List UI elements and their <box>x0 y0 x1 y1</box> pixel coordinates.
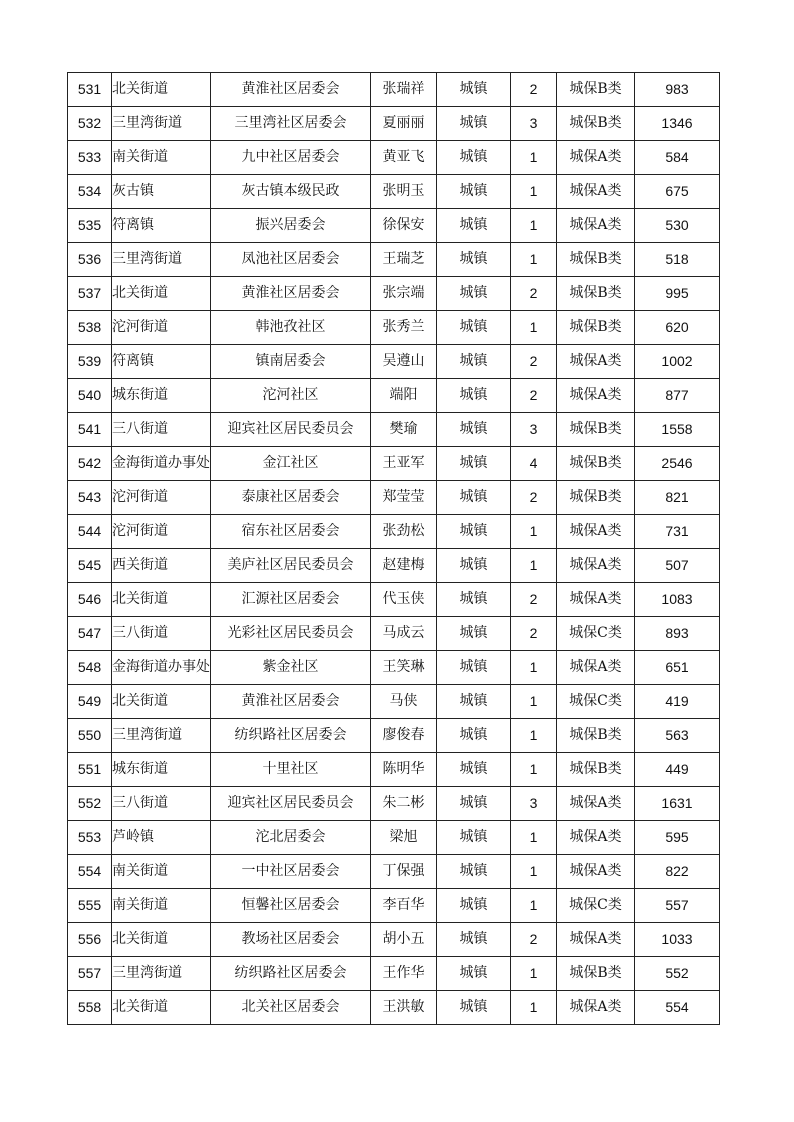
category-cell: 城保C类 <box>557 617 635 651</box>
household-count-cell: 1 <box>511 991 557 1025</box>
table-row <box>68 209 720 243</box>
area-type-cell: 城镇 <box>437 141 511 175</box>
category-cell: 城保B类 <box>557 73 635 107</box>
table-row <box>68 277 720 311</box>
row-number: 555 <box>68 889 112 923</box>
street-cell: 城东街道 <box>112 753 211 787</box>
household-count-cell: 4 <box>511 447 557 481</box>
category-cell: 城保A类 <box>557 787 635 821</box>
household-count-cell: 1 <box>511 209 557 243</box>
street-cell: 北关街道 <box>112 277 211 311</box>
household-count-cell: 2 <box>511 277 557 311</box>
street-cell: 灰古镇 <box>112 175 211 209</box>
row-number: 543 <box>68 481 112 515</box>
household-count-cell: 1 <box>511 957 557 991</box>
category-cell: 城保A类 <box>557 175 635 209</box>
category-cell: 城保C类 <box>557 889 635 923</box>
table-row <box>68 889 720 923</box>
street-cell: 三八街道 <box>112 787 211 821</box>
area-type-cell: 城镇 <box>437 447 511 481</box>
community-cell: 振兴居委会 <box>211 209 371 243</box>
household-count-cell: 1 <box>511 311 557 345</box>
household-count-cell: 3 <box>511 413 557 447</box>
category-cell: 城保A类 <box>557 651 635 685</box>
row-number: 537 <box>68 277 112 311</box>
table-row <box>68 583 720 617</box>
amount-cell: 1083 <box>635 583 720 617</box>
row-number: 546 <box>68 583 112 617</box>
category-cell: 城保B类 <box>557 413 635 447</box>
name-cell: 王作华 <box>371 957 437 991</box>
category-cell: 城保B类 <box>557 243 635 277</box>
area-type-cell: 城镇 <box>437 175 511 209</box>
household-count-cell: 1 <box>511 719 557 753</box>
street-cell: 金海街道办事处 <box>112 651 211 685</box>
row-number: 553 <box>68 821 112 855</box>
area-type-cell: 城镇 <box>437 277 511 311</box>
street-cell: 三里湾街道 <box>112 719 211 753</box>
amount-cell: 1558 <box>635 413 720 447</box>
street-cell: 沱河街道 <box>112 311 211 345</box>
community-cell: 北关社区居委会 <box>211 991 371 1025</box>
community-cell: 教场社区居委会 <box>211 923 371 957</box>
category-cell: 城保A类 <box>557 209 635 243</box>
street-cell: 北关街道 <box>112 685 211 719</box>
household-count-cell: 2 <box>511 73 557 107</box>
table-row <box>68 617 720 651</box>
street-cell: 北关街道 <box>112 923 211 957</box>
household-count-cell: 1 <box>511 753 557 787</box>
row-number: 540 <box>68 379 112 413</box>
community-cell: 凤池社区居委会 <box>211 243 371 277</box>
household-count-cell: 1 <box>511 651 557 685</box>
community-cell: 沱河社区 <box>211 379 371 413</box>
category-cell: 城保B类 <box>557 481 635 515</box>
name-cell: 王洪敏 <box>371 991 437 1025</box>
household-count-cell: 1 <box>511 821 557 855</box>
area-type-cell: 城镇 <box>437 889 511 923</box>
household-count-cell: 2 <box>511 345 557 379</box>
table-row <box>68 957 720 991</box>
table-row <box>68 719 720 753</box>
household-count-cell: 3 <box>511 107 557 141</box>
category-cell: 城保A类 <box>557 821 635 855</box>
street-cell: 北关街道 <box>112 583 211 617</box>
name-cell: 张宗端 <box>371 277 437 311</box>
community-cell: 一中社区居委会 <box>211 855 371 889</box>
category-cell: 城保B类 <box>557 277 635 311</box>
area-type-cell: 城镇 <box>437 685 511 719</box>
area-type-cell: 城镇 <box>437 583 511 617</box>
row-number: 534 <box>68 175 112 209</box>
area-type-cell: 城镇 <box>437 481 511 515</box>
name-cell: 廖俊春 <box>371 719 437 753</box>
amount-cell: 893 <box>635 617 720 651</box>
amount-cell: 2546 <box>635 447 720 481</box>
table-row <box>68 175 720 209</box>
category-cell: 城保A类 <box>557 141 635 175</box>
amount-cell: 1346 <box>635 107 720 141</box>
street-cell: 符离镇 <box>112 345 211 379</box>
name-cell: 张秀兰 <box>371 311 437 345</box>
name-cell: 王亚军 <box>371 447 437 481</box>
area-type-cell: 城镇 <box>437 311 511 345</box>
area-type-cell: 城镇 <box>437 379 511 413</box>
community-cell: 灰古镇本级民政 <box>211 175 371 209</box>
table-row <box>68 73 720 107</box>
community-cell: 黄淮社区居委会 <box>211 685 371 719</box>
household-count-cell: 2 <box>511 923 557 957</box>
row-number: 558 <box>68 991 112 1025</box>
street-cell: 符离镇 <box>112 209 211 243</box>
street-cell: 金海街道办事处 <box>112 447 211 481</box>
amount-cell: 530 <box>635 209 720 243</box>
name-cell: 王笑琳 <box>371 651 437 685</box>
row-number: 556 <box>68 923 112 957</box>
household-count-cell: 1 <box>511 685 557 719</box>
amount-cell: 821 <box>635 481 720 515</box>
row-number: 538 <box>68 311 112 345</box>
name-cell: 郑莹莹 <box>371 481 437 515</box>
row-number: 547 <box>68 617 112 651</box>
street-cell: 南关街道 <box>112 141 211 175</box>
street-cell: 三里湾街道 <box>112 107 211 141</box>
street-cell: 城东街道 <box>112 379 211 413</box>
household-count-cell: 1 <box>511 889 557 923</box>
street-cell: 三八街道 <box>112 413 211 447</box>
community-cell: 恒馨社区居委会 <box>211 889 371 923</box>
household-count-cell: 1 <box>511 515 557 549</box>
name-cell: 樊瑜 <box>371 413 437 447</box>
street-cell: 芦岭镇 <box>112 821 211 855</box>
community-cell: 韩池孜社区 <box>211 311 371 345</box>
area-type-cell: 城镇 <box>437 413 511 447</box>
community-cell: 纺织路社区居委会 <box>211 719 371 753</box>
table-row <box>68 107 720 141</box>
street-cell: 南关街道 <box>112 889 211 923</box>
table-row <box>68 855 720 889</box>
amount-cell: 563 <box>635 719 720 753</box>
name-cell: 李百华 <box>371 889 437 923</box>
category-cell: 城保B类 <box>557 957 635 991</box>
row-number: 532 <box>68 107 112 141</box>
community-cell: 三里湾社区居委会 <box>211 107 371 141</box>
area-type-cell: 城镇 <box>437 957 511 991</box>
name-cell: 张明玉 <box>371 175 437 209</box>
name-cell: 赵建梅 <box>371 549 437 583</box>
name-cell: 陈明华 <box>371 753 437 787</box>
area-type-cell: 城镇 <box>437 821 511 855</box>
name-cell: 夏丽丽 <box>371 107 437 141</box>
category-cell: 城保A类 <box>557 583 635 617</box>
amount-cell: 518 <box>635 243 720 277</box>
table-row <box>68 685 720 719</box>
category-cell: 城保A类 <box>557 515 635 549</box>
table-body <box>68 73 720 1025</box>
name-cell: 张劲松 <box>371 515 437 549</box>
community-cell: 金江社区 <box>211 447 371 481</box>
amount-cell: 731 <box>635 515 720 549</box>
area-type-cell: 城镇 <box>437 515 511 549</box>
street-cell: 三里湾街道 <box>112 243 211 277</box>
name-cell: 马侠 <box>371 685 437 719</box>
name-cell: 丁保强 <box>371 855 437 889</box>
row-number: 549 <box>68 685 112 719</box>
records-table <box>67 72 720 1025</box>
category-cell: 城保A类 <box>557 345 635 379</box>
category-cell: 城保C类 <box>557 685 635 719</box>
table-row <box>68 481 720 515</box>
row-number: 544 <box>68 515 112 549</box>
table-row <box>68 923 720 957</box>
area-type-cell: 城镇 <box>437 923 511 957</box>
table-row <box>68 413 720 447</box>
street-cell: 三八街道 <box>112 617 211 651</box>
street-cell: 北关街道 <box>112 991 211 1025</box>
table-row <box>68 991 720 1025</box>
row-number: 533 <box>68 141 112 175</box>
household-count-cell: 1 <box>511 855 557 889</box>
amount-cell: 557 <box>635 889 720 923</box>
row-number: 539 <box>68 345 112 379</box>
household-count-cell: 3 <box>511 787 557 821</box>
amount-cell: 419 <box>635 685 720 719</box>
amount-cell: 507 <box>635 549 720 583</box>
table-row <box>68 141 720 175</box>
amount-cell: 877 <box>635 379 720 413</box>
community-cell: 宿东社区居委会 <box>211 515 371 549</box>
amount-cell: 620 <box>635 311 720 345</box>
name-cell: 代玉侠 <box>371 583 437 617</box>
name-cell: 端阳 <box>371 379 437 413</box>
table-row <box>68 345 720 379</box>
row-number: 548 <box>68 651 112 685</box>
amount-cell: 554 <box>635 991 720 1025</box>
community-cell: 汇源社区居委会 <box>211 583 371 617</box>
area-type-cell: 城镇 <box>437 107 511 141</box>
row-number: 554 <box>68 855 112 889</box>
community-cell: 光彩社区居民委员会 <box>211 617 371 651</box>
row-number: 550 <box>68 719 112 753</box>
household-count-cell: 1 <box>511 243 557 277</box>
area-type-cell: 城镇 <box>437 549 511 583</box>
table-row <box>68 753 720 787</box>
household-count-cell: 2 <box>511 379 557 413</box>
area-type-cell: 城镇 <box>437 855 511 889</box>
row-number: 531 <box>68 73 112 107</box>
category-cell: 城保A类 <box>557 991 635 1025</box>
amount-cell: 1033 <box>635 923 720 957</box>
amount-cell: 1631 <box>635 787 720 821</box>
amount-cell: 651 <box>635 651 720 685</box>
name-cell: 吴遵山 <box>371 345 437 379</box>
area-type-cell: 城镇 <box>437 243 511 277</box>
category-cell: 城保A类 <box>557 923 635 957</box>
table-row <box>68 447 720 481</box>
name-cell: 张瑞祥 <box>371 73 437 107</box>
community-cell: 紫金社区 <box>211 651 371 685</box>
amount-cell: 1002 <box>635 345 720 379</box>
table-row <box>68 787 720 821</box>
name-cell: 朱二彬 <box>371 787 437 821</box>
area-type-cell: 城镇 <box>437 73 511 107</box>
area-type-cell: 城镇 <box>437 209 511 243</box>
category-cell: 城保A类 <box>557 855 635 889</box>
row-number: 557 <box>68 957 112 991</box>
street-cell: 南关街道 <box>112 855 211 889</box>
table-row <box>68 311 720 345</box>
area-type-cell: 城镇 <box>437 617 511 651</box>
area-type-cell: 城镇 <box>437 345 511 379</box>
community-cell: 迎宾社区居民委员会 <box>211 413 371 447</box>
street-cell: 三里湾街道 <box>112 957 211 991</box>
row-number: 551 <box>68 753 112 787</box>
amount-cell: 595 <box>635 821 720 855</box>
table-row <box>68 549 720 583</box>
name-cell: 徐保安 <box>371 209 437 243</box>
community-cell: 黄淮社区居委会 <box>211 73 371 107</box>
household-count-cell: 2 <box>511 481 557 515</box>
amount-cell: 449 <box>635 753 720 787</box>
community-cell: 泰康社区居委会 <box>211 481 371 515</box>
household-count-cell: 2 <box>511 617 557 651</box>
household-count-cell: 1 <box>511 549 557 583</box>
street-cell: 西关街道 <box>112 549 211 583</box>
category-cell: 城保B类 <box>557 447 635 481</box>
table-row <box>68 651 720 685</box>
category-cell: 城保A类 <box>557 549 635 583</box>
table-row <box>68 821 720 855</box>
table-row <box>68 515 720 549</box>
street-cell: 北关街道 <box>112 73 211 107</box>
community-cell: 美庐社区居民委员会 <box>211 549 371 583</box>
category-cell: 城保B类 <box>557 107 635 141</box>
name-cell: 梁旭 <box>371 821 437 855</box>
community-cell: 九中社区居委会 <box>211 141 371 175</box>
amount-cell: 983 <box>635 73 720 107</box>
street-cell: 沱河街道 <box>112 515 211 549</box>
area-type-cell: 城镇 <box>437 719 511 753</box>
name-cell: 马成云 <box>371 617 437 651</box>
row-number: 541 <box>68 413 112 447</box>
row-number: 542 <box>68 447 112 481</box>
table-row <box>68 243 720 277</box>
amount-cell: 584 <box>635 141 720 175</box>
area-type-cell: 城镇 <box>437 753 511 787</box>
category-cell: 城保A类 <box>557 379 635 413</box>
community-cell: 十里社区 <box>211 753 371 787</box>
amount-cell: 552 <box>635 957 720 991</box>
name-cell: 胡小五 <box>371 923 437 957</box>
street-cell: 沱河街道 <box>112 481 211 515</box>
community-cell: 沱北居委会 <box>211 821 371 855</box>
community-cell: 迎宾社区居民委员会 <box>211 787 371 821</box>
area-type-cell: 城镇 <box>437 787 511 821</box>
community-cell: 纺织路社区居委会 <box>211 957 371 991</box>
category-cell: 城保B类 <box>557 753 635 787</box>
household-count-cell: 1 <box>511 175 557 209</box>
area-type-cell: 城镇 <box>437 651 511 685</box>
row-number: 552 <box>68 787 112 821</box>
community-cell: 镇南居委会 <box>211 345 371 379</box>
row-number: 545 <box>68 549 112 583</box>
amount-cell: 675 <box>635 175 720 209</box>
category-cell: 城保B类 <box>557 311 635 345</box>
amount-cell: 822 <box>635 855 720 889</box>
community-cell: 黄淮社区居委会 <box>211 277 371 311</box>
name-cell: 黄亚飞 <box>371 141 437 175</box>
household-count-cell: 2 <box>511 583 557 617</box>
table-row <box>68 379 720 413</box>
household-count-cell: 1 <box>511 141 557 175</box>
area-type-cell: 城镇 <box>437 991 511 1025</box>
row-number: 535 <box>68 209 112 243</box>
name-cell: 王瑞芝 <box>371 243 437 277</box>
row-number: 536 <box>68 243 112 277</box>
amount-cell: 995 <box>635 277 720 311</box>
category-cell: 城保B类 <box>557 719 635 753</box>
